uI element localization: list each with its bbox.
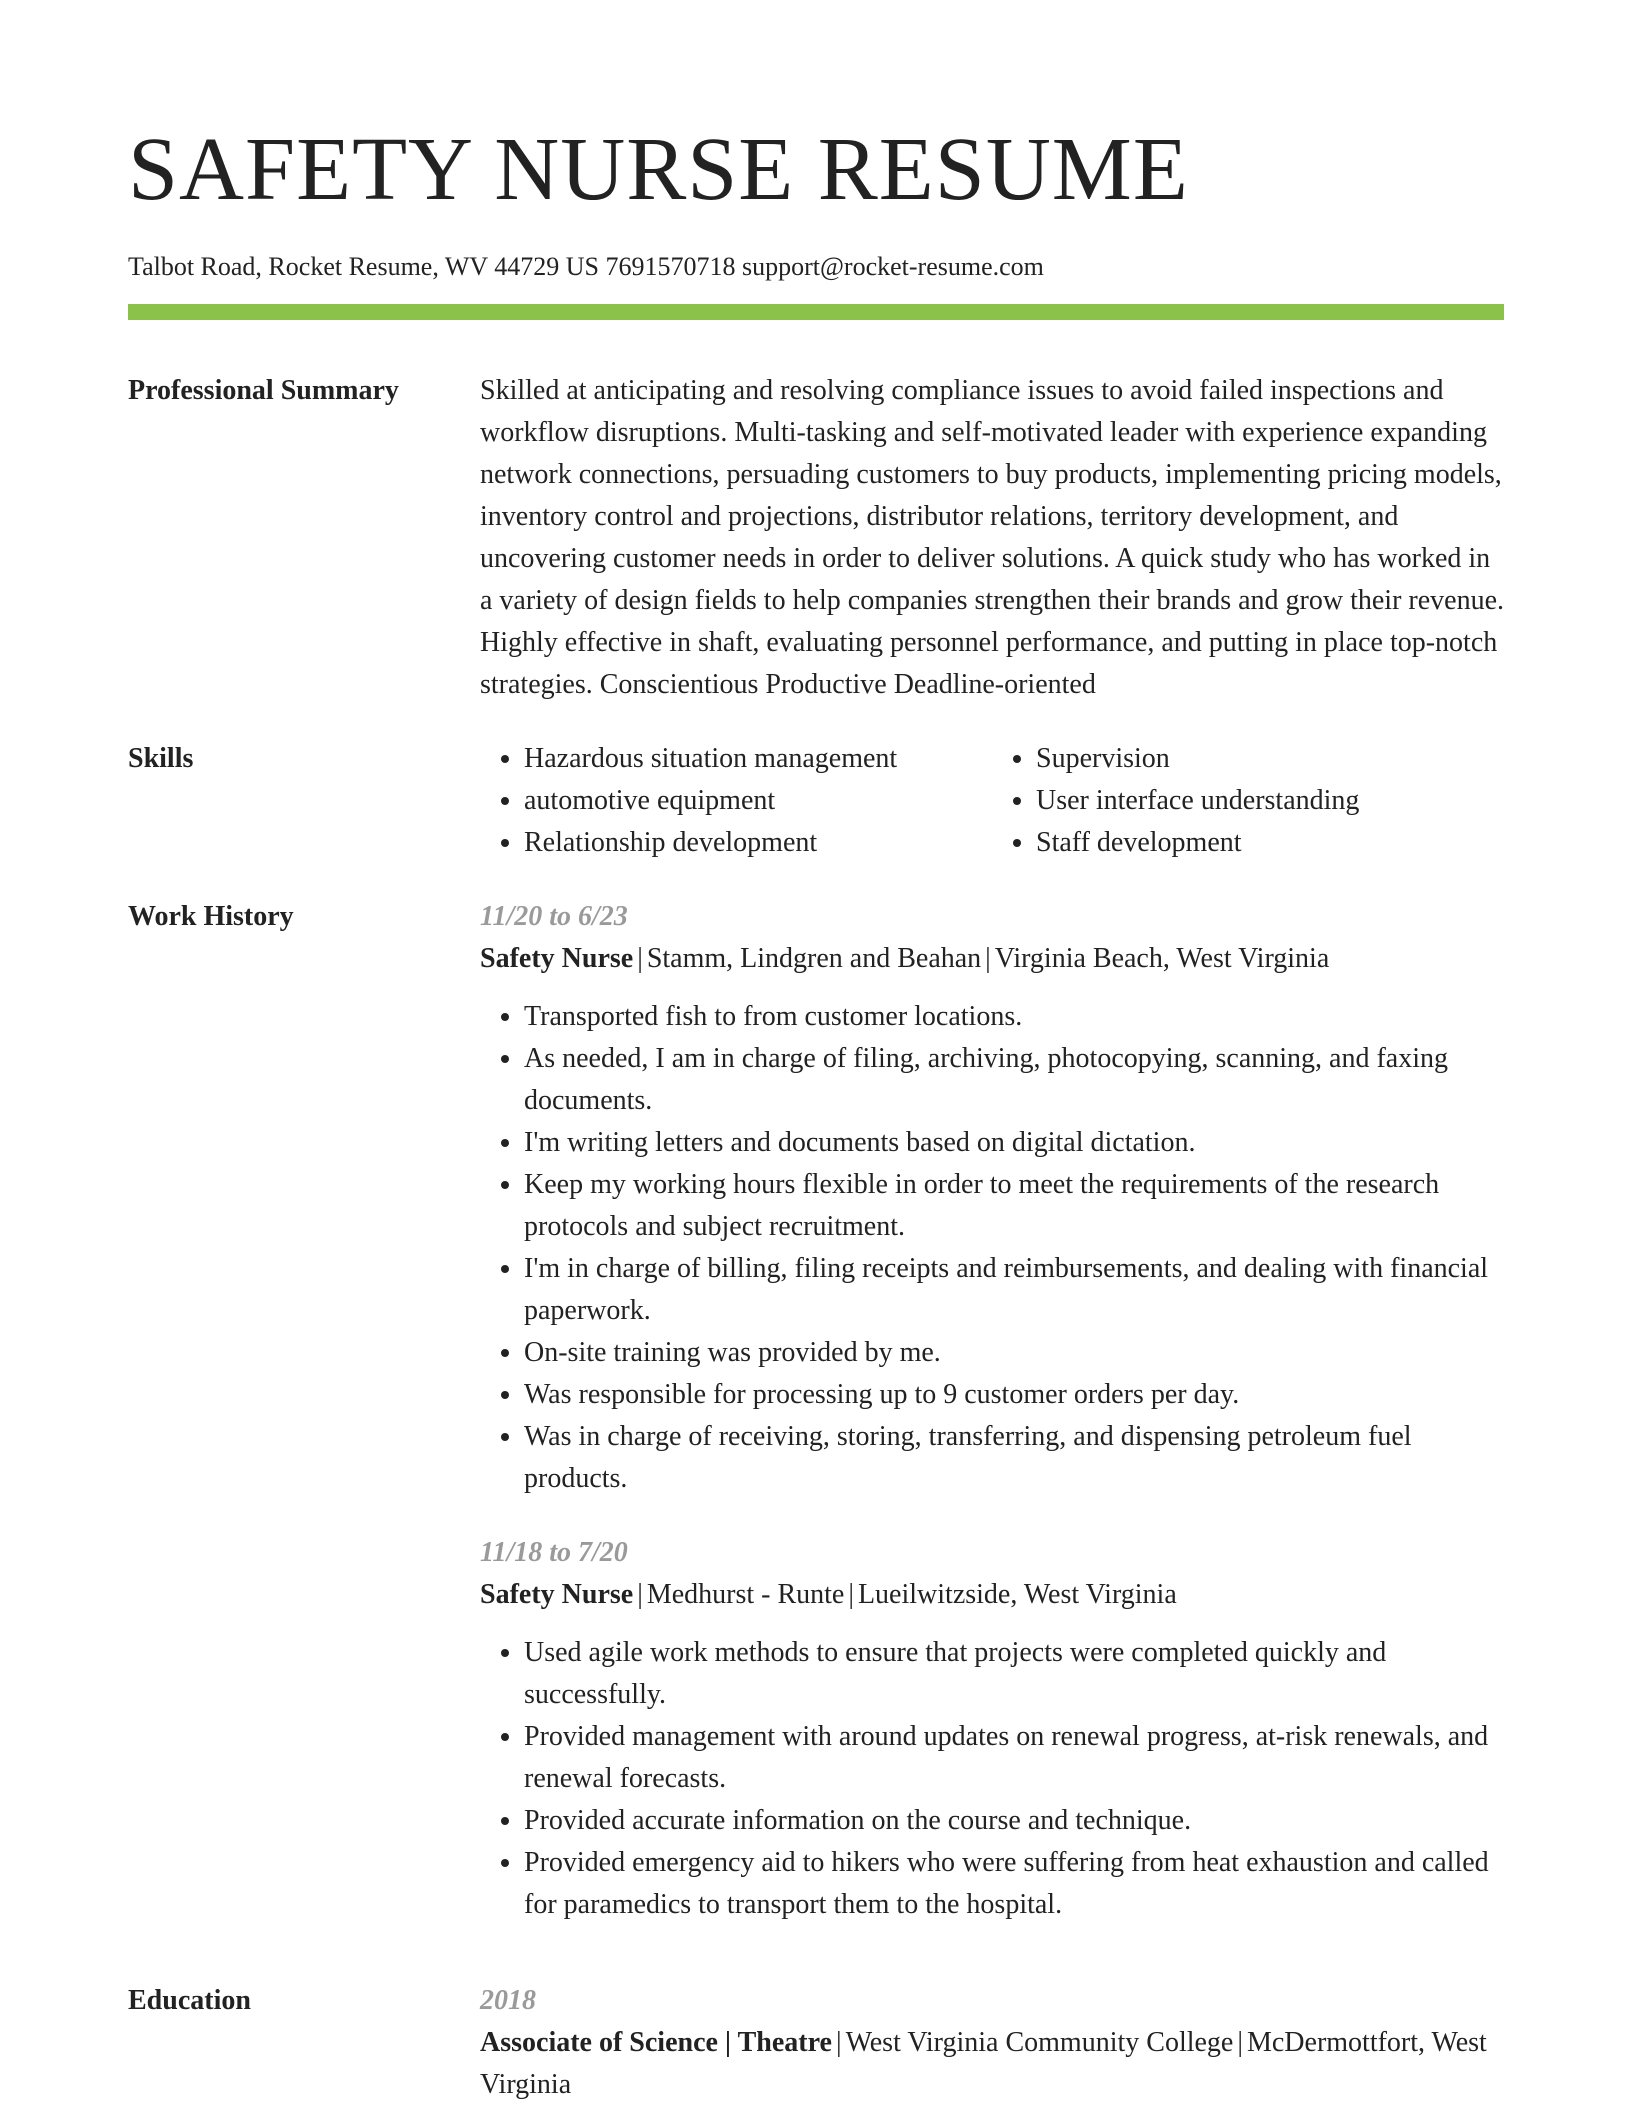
job-duty-item: • I'm in charge of billing, filing receipts and reimbursements, and dealing with financial paperwork. xyxy=(524,1248,1504,1332)
summary-text: Skilled at anticipating and resolving compliance issues to avoid failed inspections and workflow disruptions. Multi-tasking and self-motivated leader with experience expanding network connections, persuading customers to buy products, implementing pricing models, inventory control and projections, distributor relations, territory development, and uncovering customer needs in order to deliver solutions. A quick study who has worked in a variety of design fields to help companies strengthen their brands and grow their revenue. Highly effective in shaft, evaluating personnel performance, and putting in place top-notch strategies. Conscientious Productive Deadline-oriented xyxy=(480,375,1505,700)
summary-heading: Professional Summary xyxy=(128,375,399,406)
skill-item: • User interface understanding xyxy=(1036,780,1504,822)
job-entry xyxy=(480,1532,1504,1926)
job-title: Safety Nurse xyxy=(480,943,634,974)
job-duty-item: • Was responsible for processing up to 9 customer orders per day. xyxy=(524,1374,1504,1416)
skills-section xyxy=(128,738,1504,864)
job-duty-item: • Transported fish to from customer locations. xyxy=(524,996,1504,1038)
job-company: Stamm, Lindgren and Beahan xyxy=(646,943,982,974)
job-duty-item: • Used agile work methods to ensure that projects were completed quickly and successfully. xyxy=(524,1632,1504,1716)
skill-item: • Supervision xyxy=(1036,738,1504,780)
skill-item: • automotive equipment xyxy=(524,780,992,822)
job-dates: 11/20 to 6/23 xyxy=(480,901,628,932)
contact-line xyxy=(128,250,1504,284)
education-school: West Virginia Community College xyxy=(845,2027,1234,2058)
job-duty-item: • Was in charge of receiving, storing, transferring, and dispensing petroleum fuel products. xyxy=(524,1416,1504,1500)
job-location: Lueilwitzside, West Virginia xyxy=(857,1579,1177,1610)
skills-column-1 xyxy=(480,738,992,864)
job-duty-item: • Keep my working hours flexible in order to meet the requirements of the research protocols and subject recruitment. xyxy=(524,1164,1504,1248)
job-duties xyxy=(480,1632,1504,1926)
education-degree: Associate of Science | Theatre xyxy=(480,2027,832,2058)
resume-title: SAFETY NURSE RESUME xyxy=(128,120,1189,219)
job-entry xyxy=(480,896,1504,1500)
education-details: Associate of Science | Theatre | West Virginia Community College | McDermottfort, West Virginia xyxy=(480,2027,1487,2100)
job-header: Safety Nurse | Medhurst - Runte | Lueilwitzside, West Virginia xyxy=(480,1579,1177,1610)
work-history-section xyxy=(128,896,1504,1958)
job-title: Safety Nurse xyxy=(480,1579,634,1610)
skill-item: • Relationship development xyxy=(524,822,992,864)
education-location: McDermottfort, West Virginia xyxy=(480,2027,1487,2100)
job-duty-item: • Provided accurate information on the course and technique. xyxy=(524,1800,1504,1842)
summary-section xyxy=(128,370,1504,706)
job-dates: 11/18 to 7/20 xyxy=(480,1537,628,1568)
job-duty-item: • I'm writing letters and documents based on digital dictation. xyxy=(524,1122,1504,1164)
skill-item: • Staff development xyxy=(1036,822,1504,864)
skills-list xyxy=(480,738,1504,864)
work-history-list xyxy=(480,896,1504,1958)
job-duties xyxy=(480,996,1504,1500)
header-divider xyxy=(128,304,1504,320)
job-company: Medhurst - Runte xyxy=(646,1579,845,1610)
job-duty-item: • On-site training was provided by me. xyxy=(524,1332,1504,1374)
job-location: Virginia Beach, West Virginia xyxy=(994,943,1330,974)
education-heading: Education xyxy=(128,1985,251,2016)
job-duty-item: • As needed, I am in charge of filing, archiving, photocopying, scanning, and faxing documents. xyxy=(524,1038,1504,1122)
job-header: Safety Nurse | Stamm, Lindgren and Beahan | Virginia Beach, West Virginia xyxy=(480,943,1330,974)
skill-item: • Hazardous situation management xyxy=(524,738,992,780)
skills-column-2 xyxy=(992,738,1504,864)
education-year: 2018 xyxy=(480,1985,536,2016)
education-section xyxy=(128,1980,1504,2106)
contact-email: support@rocket-resume.com xyxy=(741,252,1044,281)
education-entry xyxy=(480,1980,1504,2106)
skills-heading: Skills xyxy=(128,743,194,774)
contact-phone: 7691570718 xyxy=(605,252,736,281)
contact-address: Talbot Road, Rocket Resume, WV 44729 US xyxy=(128,252,599,281)
job-duty-item: • Provided management with around updates on renewal progress, at-risk renewals, and renewal forecasts. xyxy=(524,1716,1504,1800)
job-duty-item: • Provided emergency aid to hikers who were suffering from heat exhaustion and called for paramedics to transport them to the hospital. xyxy=(524,1842,1504,1926)
work-history-heading: Work History xyxy=(128,901,294,932)
